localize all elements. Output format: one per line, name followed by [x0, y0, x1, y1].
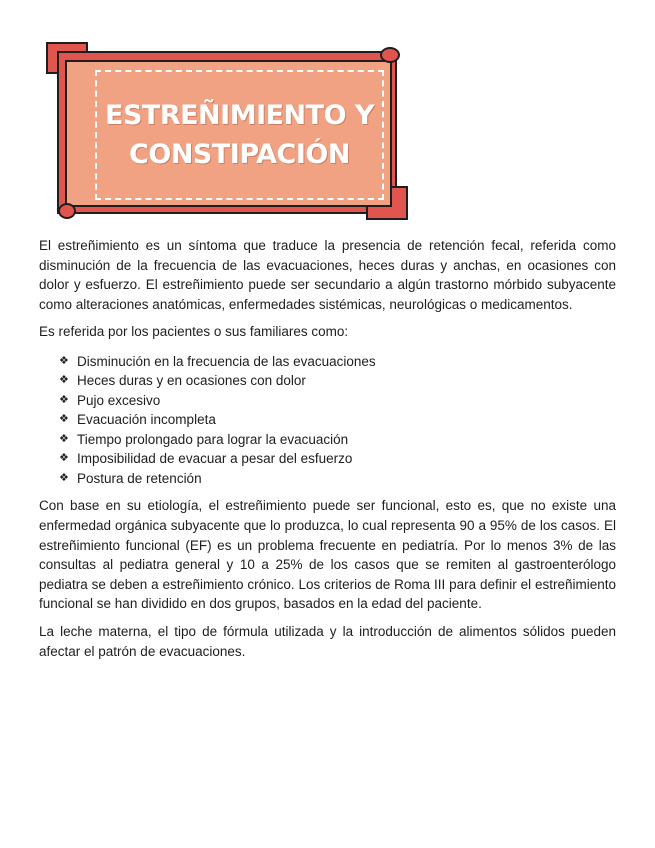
- list-item-text: Heces duras y en ocasiones con dolor: [77, 373, 306, 389]
- paragraph-definition: El estreñimiento es un síntoma que traduce la presencia de retención fecal, referida como disminución de la frecuencia de las evacuaciones, heces duras y anchas, en ocasiones con dolor y esfuerzo. El estreñimiento puede ser secundario a algún trastorno mórbido subyacente como alteraciones anatómicas, enfermedades sistémicas, neurológicas o medicamentos.: [39, 238, 616, 312]
- list-item: [59, 410, 616, 430]
- diamond-icon: ❖: [59, 471, 69, 484]
- symptom-list: [39, 352, 616, 489]
- paragraph-etiology: Con base en su etiología, el estreñimiento puede ser funcional, esto es, que no existe una enfermedad orgánica subyacente que lo produzca, lo cual representa 90 a 95% de los casos. El estreñimiento funcional (EF) es un problema frecuente en pediatría. Por lo menos 3% de las consultas al pediatra general y 10 a 25% de los casos que se remiten al gastroenterólogo pediatra se deben a estreñimiento crónico. Los criterios de Roma III para definir el estreñimiento funcional se han dividido en dos grupos, basados en la edad del paciente.: [39, 498, 616, 612]
- list-item: [59, 391, 616, 411]
- list-item-text: Postura de retención: [77, 470, 202, 486]
- diamond-icon: ❖: [59, 452, 69, 465]
- diamond-icon: ❖: [59, 354, 69, 367]
- list-item-text: Pujo excesivo: [77, 392, 161, 408]
- list-item-text: Disminución en la frecuencia de las evacuaciones: [77, 353, 376, 369]
- diamond-icon: ❖: [59, 432, 69, 445]
- decorative-circle-icon-bottom-left: [58, 203, 76, 219]
- diamond-icon: ❖: [59, 374, 69, 387]
- paragraph-list-intro: Es referida por los pacientes o sus familiares como:: [39, 324, 349, 340]
- list-item-text: Evacuación incompleta: [77, 412, 216, 428]
- list-item: [59, 430, 616, 450]
- list-item-text: Imposibilidad de evacuar a pesar del esfuerzo: [77, 451, 353, 467]
- title-banner: [0, 0, 655, 230]
- list-item: [59, 352, 616, 372]
- list-item: [59, 449, 616, 469]
- list-item-text: Tiempo prolongado para lograr la evacuación: [77, 431, 349, 447]
- title-line-2: CONSTIPACIÓN: [129, 139, 350, 170]
- list-item: [59, 371, 616, 391]
- diamond-icon: ❖: [59, 393, 69, 406]
- decorative-circle-icon-top-right: [380, 47, 400, 63]
- list-item: [59, 469, 616, 489]
- paragraph-feeding: La leche materna, el tipo de fórmula utilizada y la introducción de alimentos sólidos pueden afectar el patrón de evacuaciones.: [39, 624, 616, 659]
- title-line-1: ESTREÑIMIENTO Y: [105, 100, 374, 131]
- document-body: [39, 236, 616, 669]
- diamond-icon: ❖: [59, 413, 69, 426]
- page-title: [95, 96, 384, 174]
